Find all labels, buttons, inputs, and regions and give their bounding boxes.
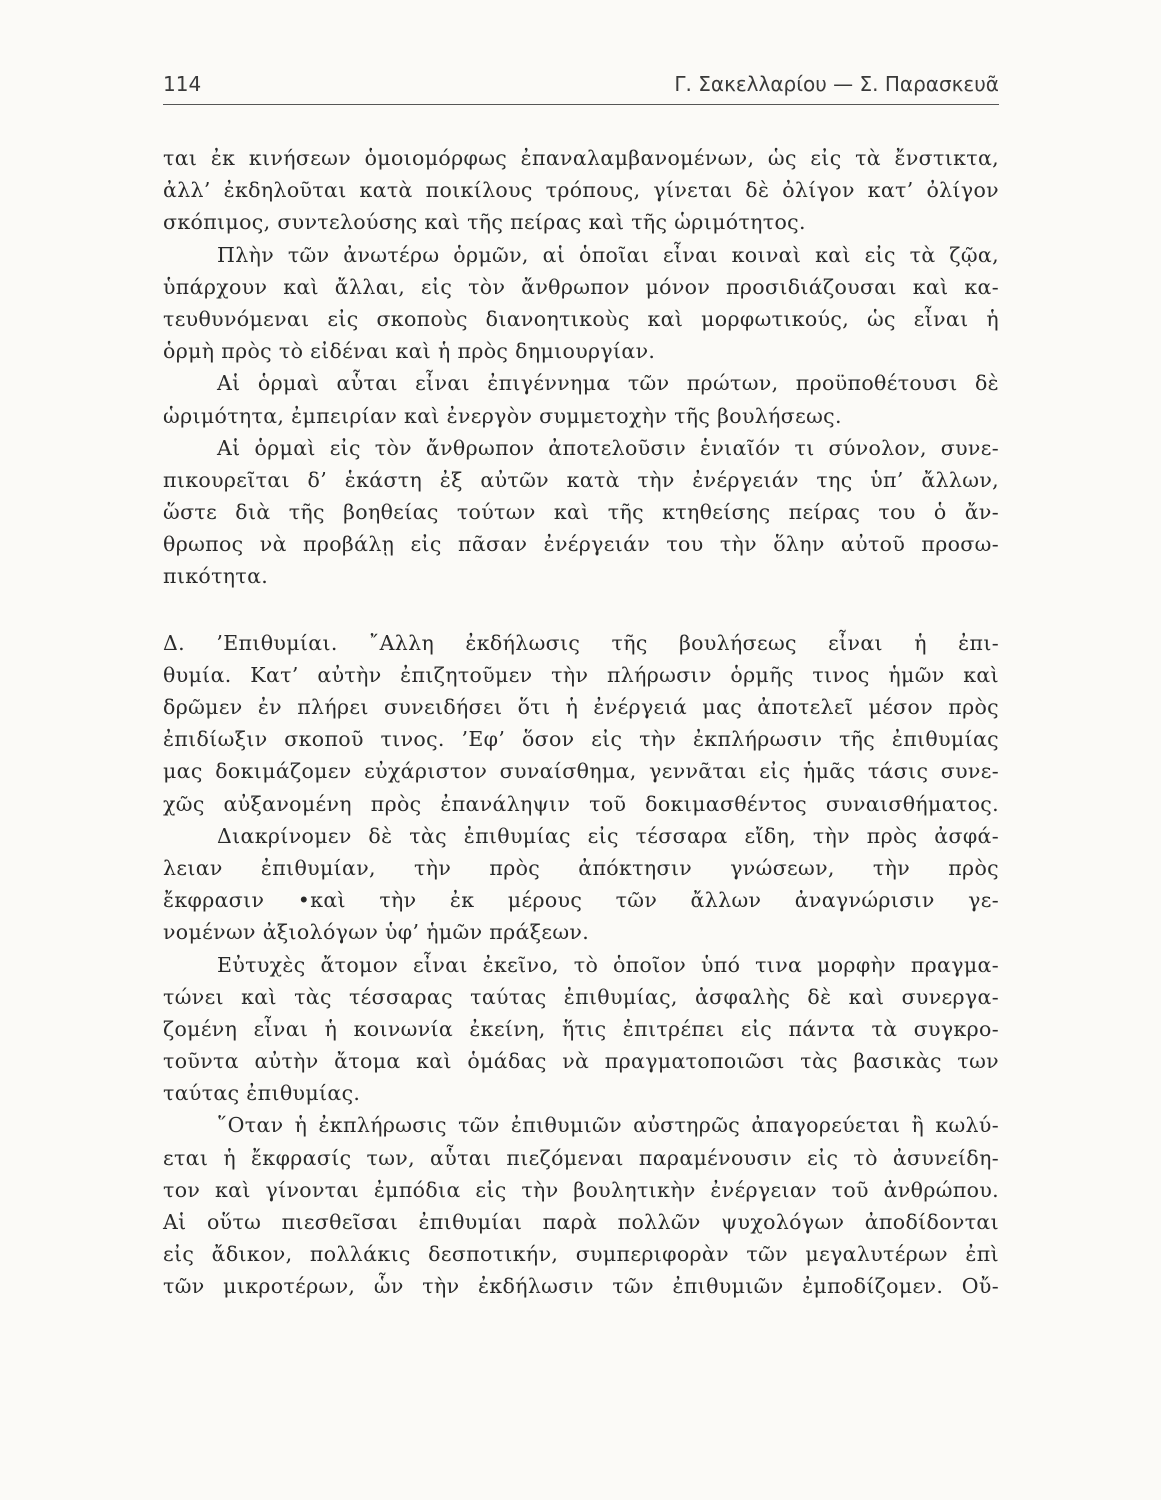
text-line: ῞Οταν ἡ ἐκπλήρωσις τῶν ἐπιθυμιῶν αὐστηρῶς ἀπαγορεύεται ἢ κωλύ- — [217, 1113, 999, 1138]
text-line: Διακρίνομεν δὲ τὰς ἐπιθυμίας εἰς τέσσαρα εἴδη, τὴν πρὸς ἀσφά- — [217, 823, 999, 848]
text-line: ὥστε διὰ τῆς βοηθείας τούτων καὶ τῆς κτηθείσης πείρας του ὁ ἄν- — [163, 500, 999, 525]
text-line: Πλὴν τῶν ἀνωτέρω ὁρμῶν, αἱ ὁποῖαι εἶναι κοιναὶ καὶ εἰς τὰ ζῷα, — [217, 242, 999, 267]
page-header — [163, 72, 999, 104]
running-title: Γ. Σακελλαρίου — Σ. Παρασκευᾶ — [674, 72, 999, 96]
text-line: νομένων ἀξιολόγων ὑφ’ ἡμῶν πράξεων. — [163, 920, 590, 945]
text-line: τῶν μικροτέρων, ὧν τὴν ἐκδήλωσιν τῶν ἐπιθυμιῶν ἐμποδίζομεν. Οὔ- — [163, 1274, 999, 1299]
text-line: πικουρεῖται δ’ ἑκάστη ἐξ αὐτῶν κατὰ τὴν ἐνέργειάν της ὑπ’ ἄλλων, — [163, 467, 999, 492]
text-line: Αἱ ὁρμαὶ αὗται εἶναι ἐπιγέννημα τῶν πρώτων, προϋποθέτουσι δὲ — [217, 371, 999, 396]
text-line: Εὐτυχὲς ἄτομον εἶναι ἐκεῖνο, τὸ ὁποῖον ὑπό τινα μορφὴν πραγμα- — [217, 952, 999, 977]
text-line: πικότητα. — [163, 564, 269, 589]
text-line: λειαν ἐπιθυμίαν, τὴν πρὸς ἀπόκτησιν γνώσεων, τὴν πρὸς — [163, 855, 999, 880]
header-rule — [163, 104, 999, 105]
text-line: Αἱ ὁρμαὶ εἰς τὸν ἄνθρωπον ἀποτελοῦσιν ἑνιαῖόν τι σύνολον, συνε- — [217, 435, 999, 460]
text-line: Αἱ οὕτω πιεσθεῖσαι ἐπιθυμίαι παρὰ πολλῶν ψυχολόγων ἀποδίδονται — [163, 1210, 999, 1234]
section-gap — [163, 593, 999, 627]
text-line: μας δοκιμάζομεν εὐχάριστον συναίσθημα, γεννᾶται εἰς ἡμᾶς τάσις συνε- — [163, 759, 999, 784]
text-line: ταύτας ἐπιθυμίας. — [163, 1081, 361, 1106]
text-line: εἰς ἄδικον, πολλάκις δεσποτικήν, συμπεριφορὰν τῶν μεγαλυτέρων ἐπὶ — [163, 1242, 999, 1267]
text-line: δρῶμεν ἐν πλήρει συνειδήσει ὅτι ἡ ἐνέργειά μας ἀποτελεῖ μέσον πρὸς — [163, 695, 999, 719]
text-line: τώνει καὶ τὰς τέσσαρας ταύτας ἐπιθυμίας, ἀσφαλὴς δὲ καὶ συνεργα- — [163, 984, 999, 1009]
text-line: ἀλλ’ ἐκδηλοῦται κατὰ ποικίλους τρόπους, γίνεται δὲ ὀλίγον κατ’ ὀλίγον — [163, 178, 999, 203]
page-number: 114 — [163, 72, 202, 96]
text-line: ζομένη εἶναι ἡ κοινωνία ἐκείνη, ἥτις ἐπιτρέπει εἰς πάντα τὰ συγκρο- — [163, 1016, 999, 1041]
text-line: τοῦντα αὐτὴν ἄτομα καὶ ὁμάδας νὰ πραγματοποιῶσι τὰς βασικὰς των — [163, 1049, 999, 1074]
text-line: σκόπιμος, συντελούσης καὶ τῆς πείρας καὶ τῆς ὡριμότητος. — [163, 210, 806, 235]
text-line: τευθυνόμεναι εἰς σκοποὺς διανοητικοὺς καὶ μορφωτικούς, ὡς εἶναι ἡ — [163, 306, 999, 331]
text-line: χῶς αὐξανομένη πρὸς ἐπανάληψιν τοῦ δοκιμασθέντος συναισθήματος. — [163, 791, 999, 816]
text-line: ἔκφρασιν •καὶ τὴν ἐκ μέρους τῶν ἄλλων ἀναγνώρισιν γε- — [163, 888, 999, 913]
text-line: ἐπιδίωξιν σκοποῦ τινος. ’Εφ’ ὅσον εἰς τὴν ἐκπλήρωσιν τῆς ἐπιθυμίας — [163, 727, 999, 752]
text-line: ται ἐκ κινήσεων ὁμοιομόρφως ἐπαναλαμβανομένων, ὡς εἰς τὰ ἔνστικτα, — [163, 146, 999, 170]
section-heading-line: Δ. ’Επιθυμίαι. ῎Αλλη ἐκδήλωσις τῆς βουλήσεως εἶναι ἡ ἐπι- — [163, 630, 999, 655]
text-line: τον καὶ γίνονται ἐμπόδια εἰς τὴν βουλητικὴν ἐνέργειαν τοῦ ἀνθρώπου. — [163, 1177, 999, 1202]
text-line: εται ἡ ἔκφρασίς των, αὗται πιεζόμεναι παραμένουσιν εἰς τὸ ἀσυνείδη- — [163, 1145, 999, 1170]
text-line: ὡριμότητα, ἐμπειρίαν καὶ ἐνεργὸν συμμετοχὴν τῆς βουλήσεως. — [163, 403, 842, 428]
text-line: ὑπάρχουν καὶ ἄλλαι, εἰς τὸν ἄνθρωπον μόνον προσιδιάζουσαι καὶ κα- — [163, 274, 999, 299]
text-line: θυμία. Κατ’ αὐτὴν ἐπιζητοῦμεν τὴν πλήρωσιν ὁρμῆς τινος ἡμῶν καὶ — [163, 662, 999, 687]
text-line: ὁρμὴ πρὸς τὸ εἰδέναι καὶ ἡ πρὸς δημιουργίαν. — [163, 339, 656, 364]
body-text — [163, 142, 999, 1303]
text-line: θρωπος νὰ προβάλῃ εἰς πᾶσαν ἐνέργειάν του τὴν ὅλην αὐτοῦ προσω- — [163, 532, 999, 557]
